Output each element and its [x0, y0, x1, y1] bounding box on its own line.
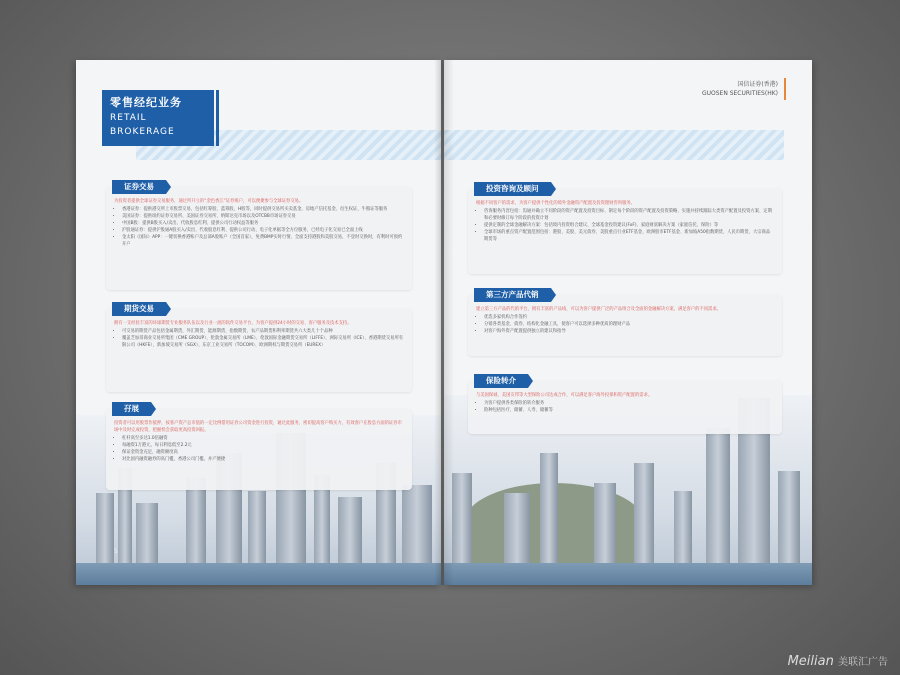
card-lead: 拥有一支经验丰富的环球期货专业服务队伍以及行业一流的软件交易平台，为客户提供24小时的交易、客户服务及技术支持。	[114, 321, 352, 326]
list-item: • 美国证券：提供纽约证券交易所、美国证券交易所、纳斯达克市场以及OTCBB市场证券交易	[122, 213, 404, 220]
card-title: 投资咨询及顾问	[474, 182, 551, 196]
header-accent-bar	[216, 90, 219, 146]
card-lead: 与美国保诚、美国友邦等大型保险公司达成合作，可以满足客户海外投保和资产配置的需求。	[476, 393, 653, 398]
card-investment-advisory	[468, 184, 782, 274]
card-lead: 根据不同客户的需求，为客户提供个性化的境外金融资产配置及投资理财咨询服务。	[476, 201, 635, 206]
spine-shadow	[434, 60, 454, 585]
card-title: 第三方产品代销	[474, 288, 551, 302]
list-item: • 每融资1万港元，每日利息低至2.2元	[122, 442, 404, 449]
watermark-en: Meilian	[787, 654, 834, 669]
decorative-stripe	[444, 130, 784, 160]
watermark-logo	[788, 653, 888, 669]
left-page	[76, 60, 441, 585]
section-header	[102, 90, 214, 146]
card-title: 保险转介	[474, 374, 528, 388]
header-title-cn: 零售经纪业务	[110, 96, 182, 109]
card-lead: 投资者可以用股票作抵押，按客户资产总市值的一定比例借用证券公司资金进行投资，通过此服务，密切提高客户购买力，有效客户在股息方面的证券市场中及时完成投资，把握机会获取更高投资回报。	[114, 421, 402, 433]
list-item: • 对客户海外资产配置提供独立的建议和指导	[484, 328, 774, 335]
list-item: • 覆盖芝加哥商业交易所集团（CME GROUP）、伦敦金属交易所（LME）、伦敦国际金融期货交易所（LIFFE）、洲际交易所（ICE）、香港期货交易所有限公司（HKFE）、新加坡交易所（SGX）、东京工业交易所（TOCOM）、欧洲期权与期货交易所（EUREX）	[122, 335, 404, 349]
list-item: • 中国B股：提供B股买入/卖出、代收股息红利、提供公司行动权益等服务	[122, 220, 404, 227]
list-item: • 杠杆高至多达1.0倍融资	[122, 435, 404, 442]
card-lead: 建立第三方产品的代销平台，拥有丰富的产品线，可以为客户提供广泛的产品组合及全面的金融解决方案，满足客户的不同需求。	[476, 307, 721, 312]
list-item: • 对比国内融资融券的高门槛，香港公司门槛，并产便捷	[122, 456, 404, 463]
card-lead: 为投资者提供全球证券交易服务，通过所开立的“金色香江”证券账户，可以便捷参与全球证券交易。	[114, 199, 304, 204]
card-securities-trading	[106, 182, 412, 290]
list-item: • 保证金资金充足，融资额度高	[122, 449, 404, 456]
list-item: • 险种包括医疗、储蓄、人寿、储蓄等	[484, 407, 774, 414]
page-number: 5	[114, 548, 118, 555]
list-item: • 全球市场的重点资产配置范围包括：港股、美股、美元债券、美股重点行业ETF基金、欧洲股市ETF基金、新加坡A50指数期货、人民币期货、大宗商品期货等	[484, 229, 774, 243]
card-futures-trading	[106, 304, 412, 392]
header-title-en-2: BROKERAGE	[110, 127, 175, 137]
card-title: 期货交易	[112, 302, 166, 316]
card-third-party-distribution	[468, 290, 782, 356]
list-item: • 沪股通证券：提供沪股通A股买入/卖出、代收股息红利、提供公司行动、电子化单据等全方位服务，已经电子化交易已全面上线	[122, 227, 404, 234]
card-margin	[106, 404, 412, 490]
list-item: • 金太阳（国际）APP：一键切换香港账户及总部A股账户（全国首家），免费BMP实时行情，全面支持港股和美股交易，不登时交换时，有利时可预约开户	[122, 234, 404, 248]
list-item: • 咨询服务内容包括：沟通并确立不同阶段的资产配置及投资目标、制定每个阶段的资产配置及投资策略、实施并持续跟踪大类资产配置及投资方案、定期和必要时修订每个阶段的投资计划	[484, 208, 774, 222]
list-item: • 提供定制的全球金融解决方案：包括境内投资组合建议、全球基金投资建议(FoF)、家庭财富解决方案（家庭信托、保险）等	[484, 222, 774, 229]
brand-name-en: GUOSEN SECURITIES(HK)	[701, 90, 778, 97]
brand-mark	[702, 80, 778, 98]
list-item: • 优选多家机构合作签约	[484, 314, 774, 321]
header-title-en-1: RETAIL	[110, 113, 147, 123]
brochure-spread	[76, 60, 812, 585]
brand-accent-bar	[784, 78, 786, 100]
list-item: • 香港证券：提供港交所上市股票交易，包括红筹股、蓝筹股、H股等，同时提供交易所买卖基金、房地产信托基金、衍生权证、牛熊证等服务	[122, 206, 404, 213]
right-page	[444, 60, 812, 585]
card-title: 证券交易	[112, 180, 166, 194]
list-item: • 为客户提供各类保险的转介服务	[484, 400, 774, 407]
list-item: • 分销各类基金、债券、结构化金融工具，使客户可以选择多种优质的理财产品	[484, 321, 774, 328]
harbor-water	[444, 563, 812, 585]
card-insurance-referral	[468, 376, 782, 434]
card-title: 孖展	[112, 402, 151, 416]
brand-name-cn: 国信证券(香港)	[737, 81, 778, 88]
harbor-water	[76, 563, 441, 585]
watermark-cn: 美联汇广告	[838, 657, 888, 668]
list-item: • 可交易的期货产品包括金属期货、外汇期货、能源期货、指数期货、农产品期货和利率期货共六大类几十个品种	[122, 328, 404, 335]
